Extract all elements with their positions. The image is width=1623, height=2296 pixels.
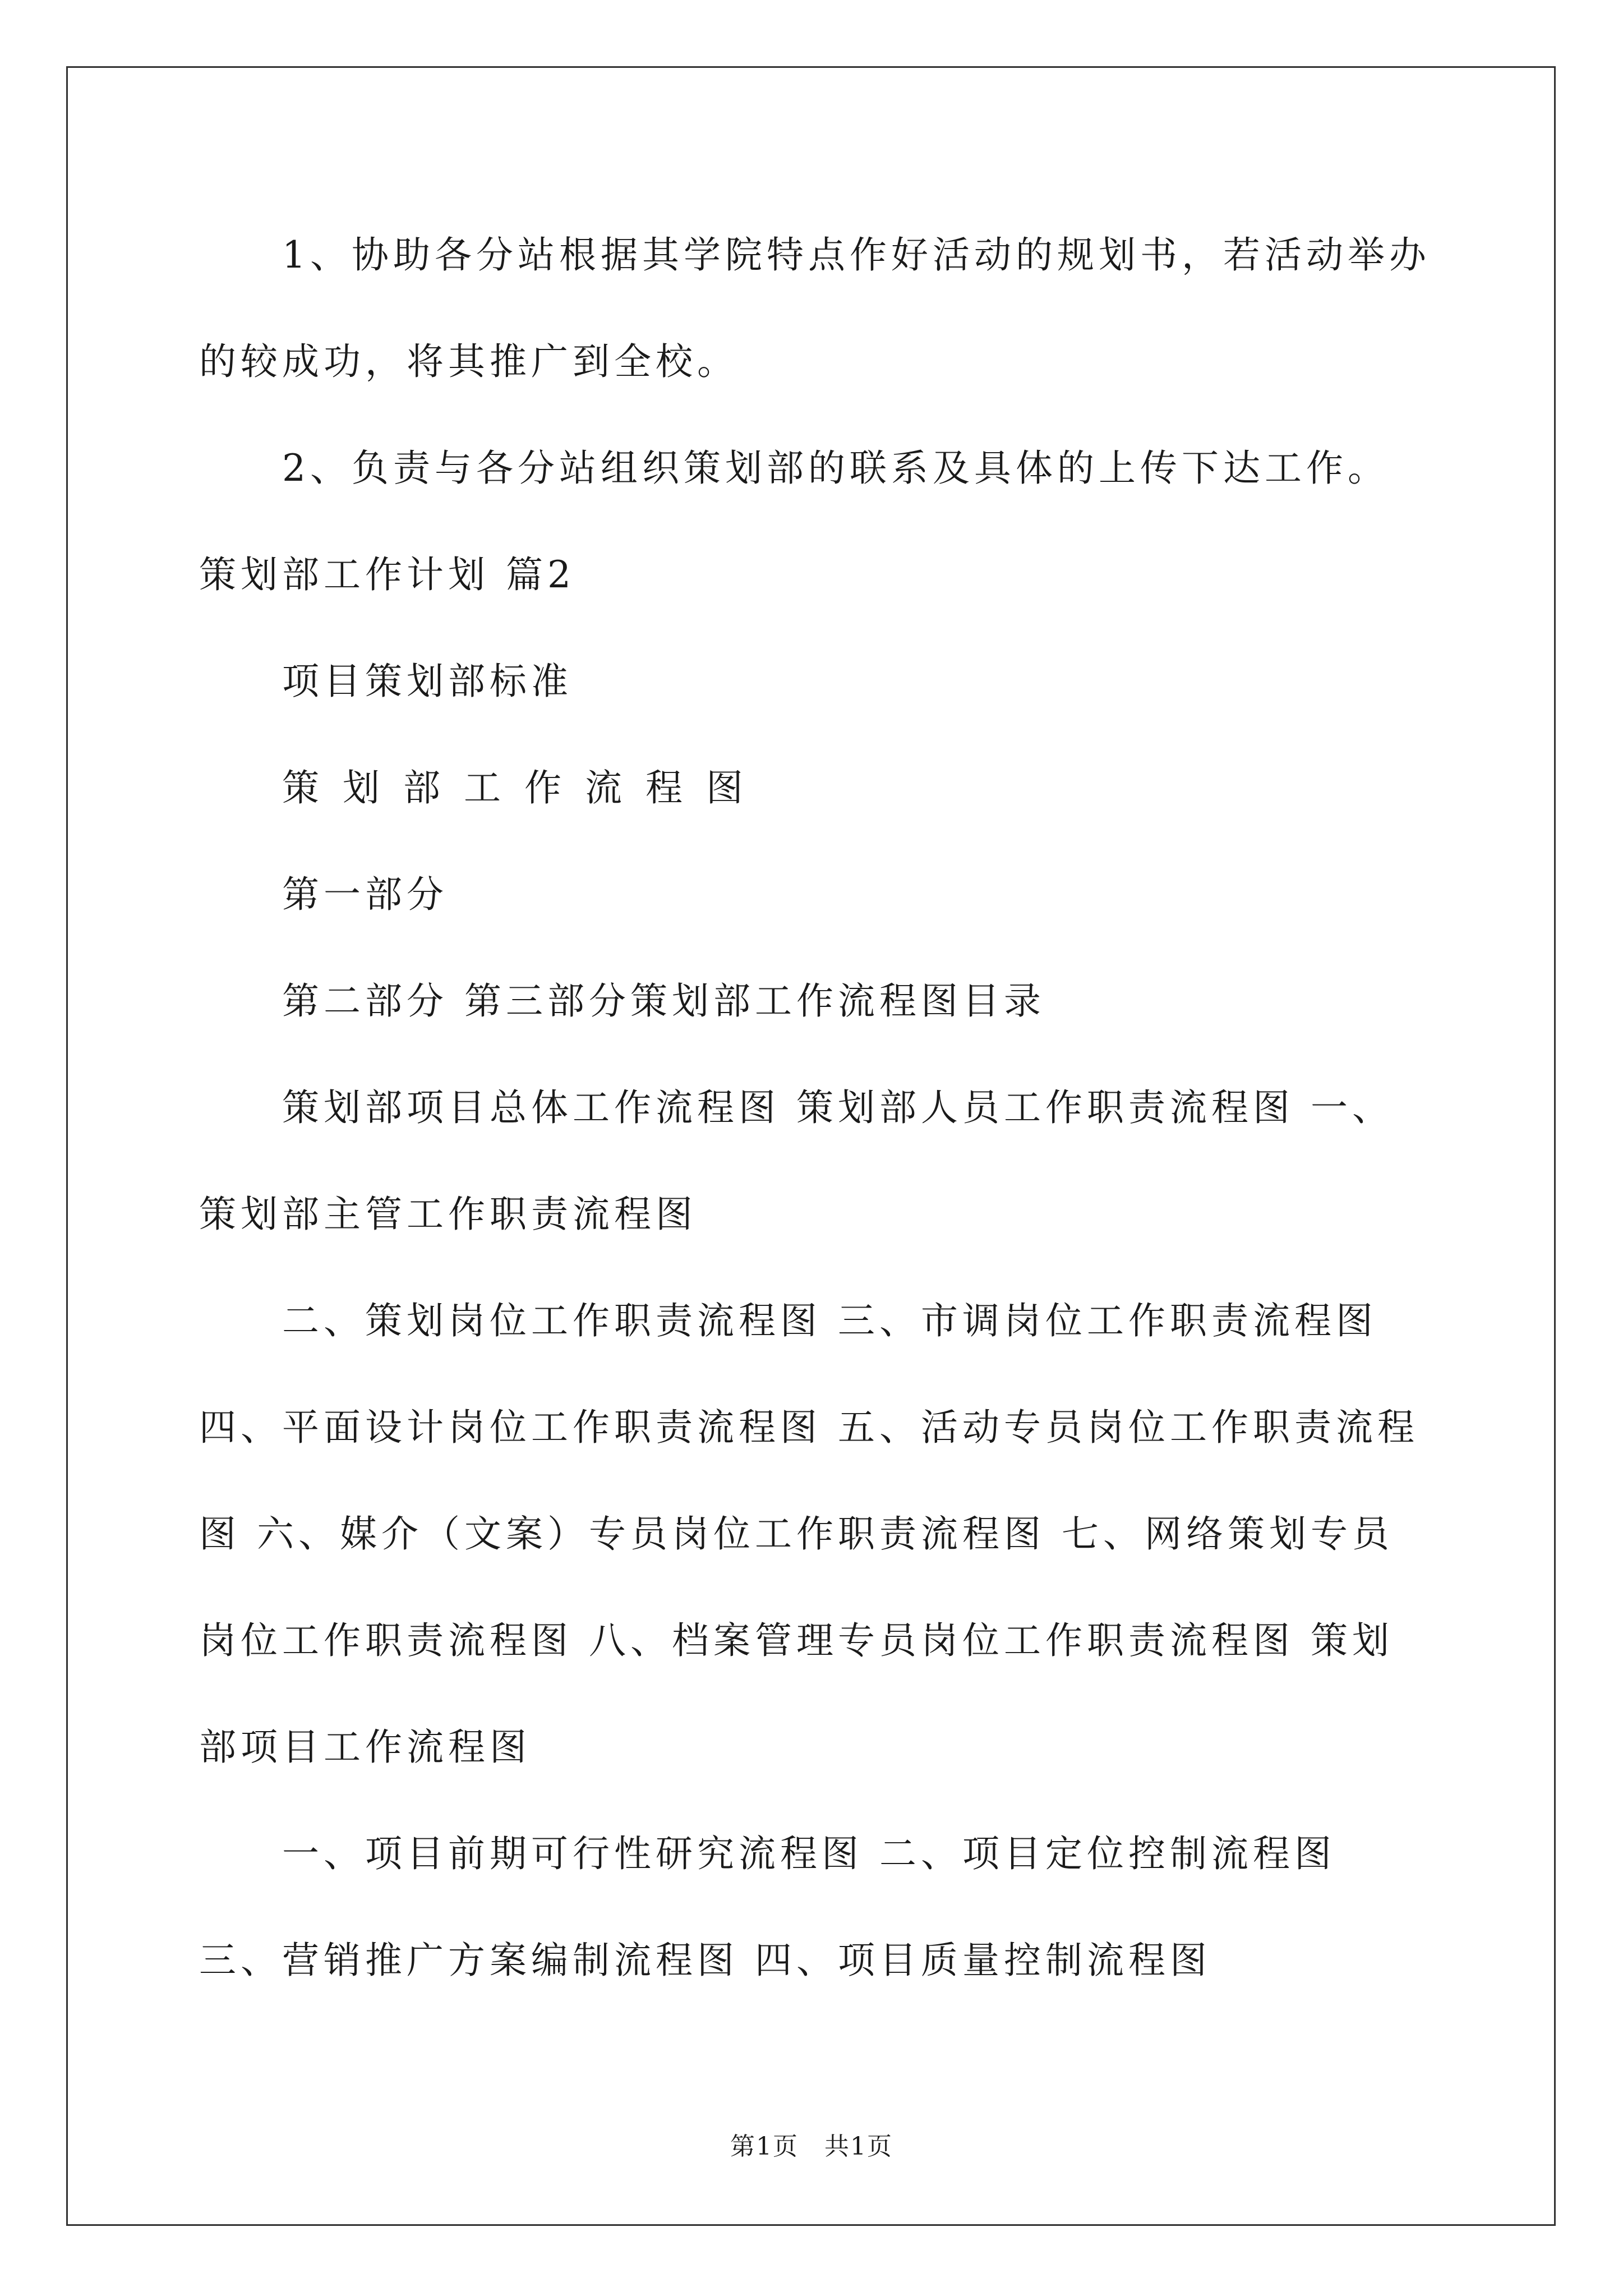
paragraph-4: 策划部工作流程图: [282, 766, 767, 809]
paragraph-1: 1、协助各分站根据其学院特点作好活动的规划书，若活动举办的较成功，将其推广到全校。: [199, 233, 1431, 383]
document-body: [199, 202, 1433, 2014]
paragraph-6: 第二部分 第三部分策划部工作流程图目录: [282, 979, 1045, 1023]
paragraph-2: 2、负责与各分站组织策划部的联系及具体的上传下达工作。: [282, 447, 1389, 490]
section-heading: 策划部工作计划 篇2: [199, 553, 575, 596]
paragraph-5: 第一部分: [282, 873, 448, 916]
paragraph-3: 项目策划部标准: [282, 660, 573, 703]
paragraph-7: 策划部项目总体工作流程图 策划部人员工作职责流程图 一、策划部主管工作职责流程图: [199, 1086, 1394, 1236]
page-footer: 第1页 共1页: [730, 2132, 893, 2161]
paragraph-9: 一、项目前期可行性研究流程图 二、项目定位控制流程图 三、营销推广方案编制流程图 四、项目质量控制流程图: [199, 1832, 1336, 1982]
paragraph-8: 二、策划岗位工作职责流程图 三、市调岗位工作职责流程图 四、平面设计岗位工作职责流程图 五、活动专员岗位工作职责流程图 六、媒介（文案）专员岗位工作职责流程图 七、网络策划专员岗位工作职责流程图 八、档案管理专员岗位工作职责流程图 策划部项目工作流程图: [199, 1299, 1419, 1769]
